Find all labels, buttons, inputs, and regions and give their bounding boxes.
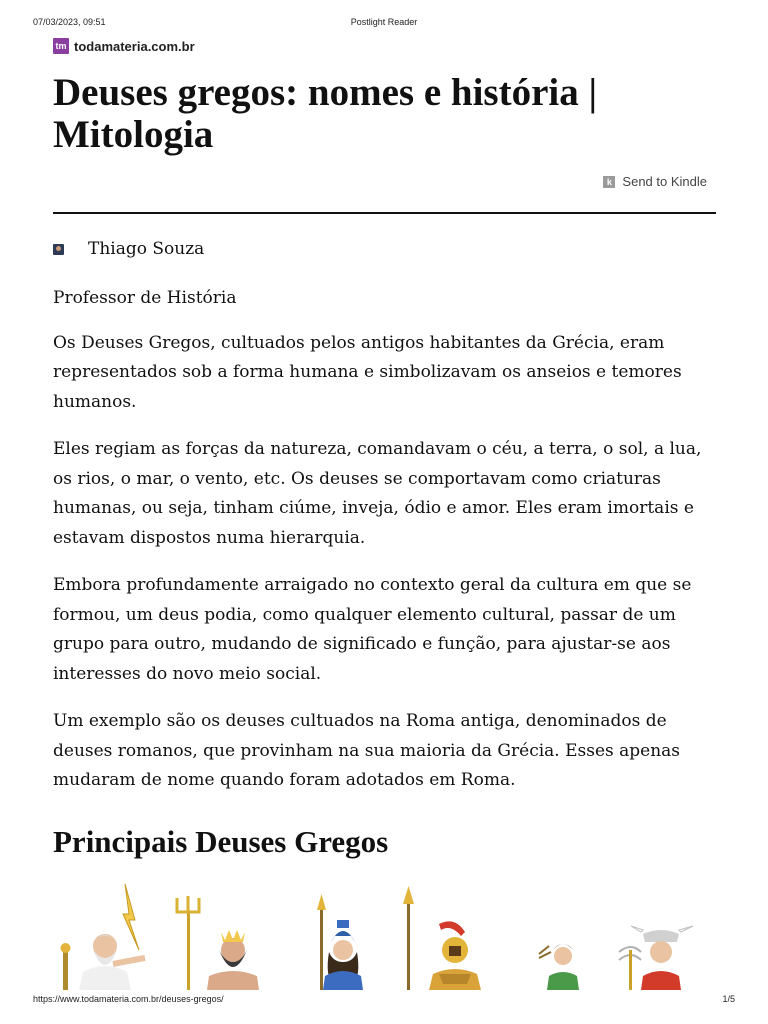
page-number: 1/5 bbox=[722, 994, 735, 1004]
zeus-figure bbox=[61, 884, 146, 990]
body-paragraph: Embora profundamente arraigado no contexto geral da cultura em que se formou, um deus podia, como qualquer elemento cultural, passar de um grupo para outro, mudando de significado e função, para ajustar-se aos interesses do novo meio social. bbox=[53, 575, 692, 684]
greek-gods-image bbox=[53, 880, 716, 990]
send-to-kindle-label: Send to Kindle bbox=[622, 174, 707, 189]
poseidon-figure bbox=[177, 896, 259, 990]
title-divider bbox=[53, 212, 716, 214]
hermes-figure bbox=[619, 926, 693, 990]
intro-rest: , cultuados pelos antigos habitantes da Grécia, eram representados sob a forma humana e simbolizavam os anseios e temores humanos. bbox=[53, 332, 682, 412]
body-paragraph: Um exemplo são os deuses cultuados na Roma antiga, denominados de deuses romanos, que provinham na sua maioria da Grécia. Esses apenas mudaram de nome quando foram adotados em Roma. bbox=[53, 711, 681, 790]
deuses-gregos-link[interactable]: Deuses Gregos bbox=[81, 332, 211, 353]
print-app-title: Postlight Reader bbox=[350, 17, 418, 27]
print-header bbox=[33, 17, 735, 31]
author-byline bbox=[53, 238, 204, 260]
author-name: Thiago Souza bbox=[88, 239, 205, 259]
send-to-kindle-button[interactable] bbox=[603, 174, 707, 189]
intro-lead: Os bbox=[53, 332, 82, 353]
greek-gods-illustration bbox=[53, 880, 716, 990]
body-paragraph: Eles regiam as forças da natureza, comandavam o céu, a terra, o sol, a lua, os rios, o mar, o vento, etc. Os deuses se comportavam como criaturas humanas, ou seja, tinham ciúme, inveja, ódio e amor. Eles eram imortais e estavam dispostos numa hierarquia. bbox=[53, 439, 702, 548]
site-logo-icon: tm bbox=[53, 38, 69, 54]
ares-figure bbox=[403, 886, 481, 990]
article-body bbox=[53, 284, 713, 814]
intro-paragraph bbox=[53, 329, 713, 418]
site-link[interactable] bbox=[53, 37, 195, 55]
athena-figure bbox=[317, 894, 363, 990]
kindle-icon: k bbox=[603, 176, 615, 188]
artemis-figure bbox=[539, 944, 579, 990]
avatar bbox=[53, 244, 64, 255]
author-role: Professor de História bbox=[53, 288, 237, 308]
site-name: todamateria.com.br bbox=[74, 38, 195, 54]
article-title: Deuses gregos: nomes e história | Mitologia bbox=[53, 71, 598, 156]
section-heading: Principais Deuses Gregos bbox=[53, 824, 389, 859]
print-url: https://www.todamateria.com.br/deuses-gregos/ bbox=[33, 994, 224, 1004]
print-datetime: 07/03/2023, 09:51 bbox=[33, 17, 106, 27]
